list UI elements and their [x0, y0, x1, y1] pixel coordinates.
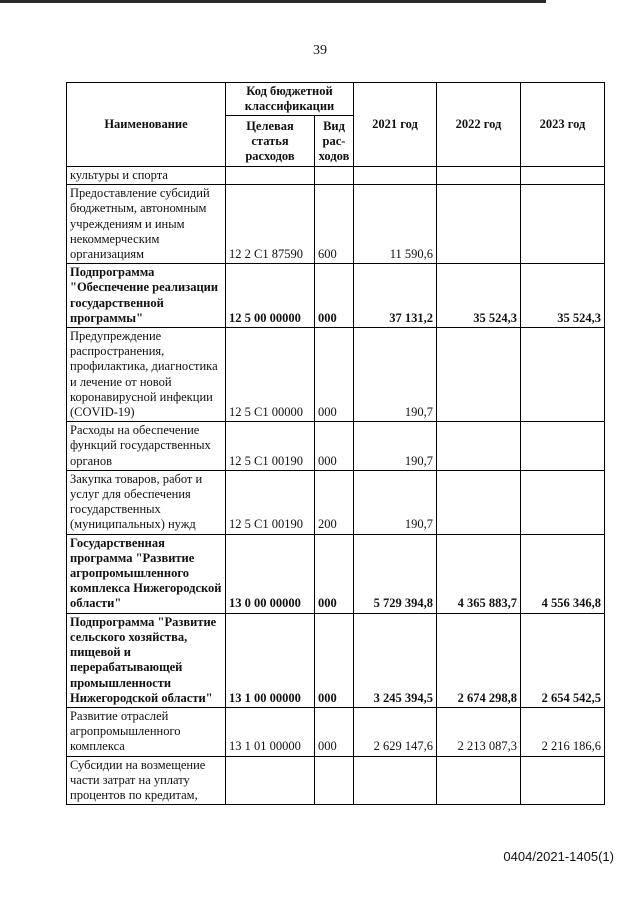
row-kind: 000 [315, 328, 354, 422]
row-code [226, 756, 315, 805]
row-code: 12 5 C1 00000 [226, 328, 315, 422]
table-row [67, 470, 605, 534]
row-kind: 000 [315, 613, 354, 707]
row-name: культуры и спорта [67, 167, 226, 185]
row-2022 [437, 756, 521, 805]
row-2023 [521, 756, 605, 805]
row-kind [315, 756, 354, 805]
row-code: 13 1 01 00000 [226, 707, 315, 756]
row-code: 13 0 00 00000 [226, 534, 315, 613]
row-code: 12 5 C1 00190 [226, 422, 315, 471]
row-code [226, 167, 315, 185]
row-2021: 190,7 [354, 328, 437, 422]
table-row [67, 707, 605, 756]
row-name: Субсидии на возмещение части затрат на уплату процентов по кредитам, [67, 756, 226, 805]
table-row [67, 756, 605, 805]
row-2022 [437, 470, 521, 534]
header-kind: Вид рас-ходов [315, 116, 354, 167]
row-2022 [437, 328, 521, 422]
header-row-1 [67, 83, 605, 116]
row-2023 [521, 470, 605, 534]
row-code: 13 1 00 00000 [226, 613, 315, 707]
row-name: Государственная программа "Развитие агропромышленного комплекса Нижегородской области" [67, 534, 226, 613]
row-kind: 000 [315, 264, 354, 328]
row-kind: 000 [315, 707, 354, 756]
row-name: Закупка товаров, работ и услуг для обеспечения государственных (муниципальных) нужд [67, 470, 226, 534]
row-2021: 190,7 [354, 422, 437, 471]
row-2023 [521, 328, 605, 422]
row-code: 12 5 00 00000 [226, 264, 315, 328]
page-number: 39 [313, 43, 327, 58]
header-code-group: Код бюджетной классификации [226, 83, 354, 116]
budget-table [66, 82, 605, 805]
row-2021: 3 245 394,5 [354, 613, 437, 707]
row-2023: 2 654 542,5 [521, 613, 605, 707]
header-2022: 2022 год [437, 83, 521, 167]
row-2021: 11 590,6 [354, 185, 437, 264]
row-kind [315, 167, 354, 185]
row-name: Развитие отраслей агропромышленного комплекса [67, 707, 226, 756]
row-code: 12 5 C1 00190 [226, 470, 315, 534]
top-border-line [0, 0, 546, 3]
row-code: 12 2 C1 87590 [226, 185, 315, 264]
row-2023: 35 524,3 [521, 264, 605, 328]
row-2021: 5 729 394,8 [354, 534, 437, 613]
row-2021 [354, 756, 437, 805]
table-row [67, 185, 605, 264]
row-2023: 4 556 346,8 [521, 534, 605, 613]
table-row [67, 167, 605, 185]
row-kind: 200 [315, 470, 354, 534]
row-2021: 2 629 147,6 [354, 707, 437, 756]
row-name: Подпрограмма "Развитие сельского хозяйства, пищевой и перерабатывающей промышленности Нижегородской области" [67, 613, 226, 707]
row-name: Предоставление субсидий бюджетным, автономным учреждениям и иным некоммерческим организациям [67, 185, 226, 264]
table-row [67, 264, 605, 328]
row-2022: 2 213 087,3 [437, 707, 521, 756]
row-name: Подпрограмма "Обеспечение реализации государственной программы" [67, 264, 226, 328]
document-code: 0404/2021-1405(1) [503, 849, 614, 864]
row-2022 [437, 167, 521, 185]
row-kind: 600 [315, 185, 354, 264]
row-kind: 000 [315, 422, 354, 471]
row-2023 [521, 167, 605, 185]
row-2023 [521, 185, 605, 264]
row-2022: 2 674 298,8 [437, 613, 521, 707]
table-row [67, 422, 605, 471]
header-2021: 2021 год [354, 83, 437, 167]
row-name: Предупреждение распространения, профилактика, диагностика и лечение от новой коронавирусной инфекции (COVID-19) [67, 328, 226, 422]
row-2021: 37 131,2 [354, 264, 437, 328]
header-name: Наименование [67, 83, 226, 167]
header-2023: 2023 год [521, 83, 605, 167]
table-row [67, 534, 605, 613]
row-kind: 000 [315, 534, 354, 613]
row-2022 [437, 185, 521, 264]
row-2023 [521, 422, 605, 471]
row-2022: 4 365 883,7 [437, 534, 521, 613]
row-name: Расходы на обеспечение функций государственных органов [67, 422, 226, 471]
row-2021: 190,7 [354, 470, 437, 534]
row-2022 [437, 422, 521, 471]
row-2021 [354, 167, 437, 185]
row-2023: 2 216 186,6 [521, 707, 605, 756]
table-row [67, 328, 605, 422]
row-2022: 35 524,3 [437, 264, 521, 328]
table-row [67, 613, 605, 707]
header-target: Целевая статья расходов [226, 116, 315, 167]
